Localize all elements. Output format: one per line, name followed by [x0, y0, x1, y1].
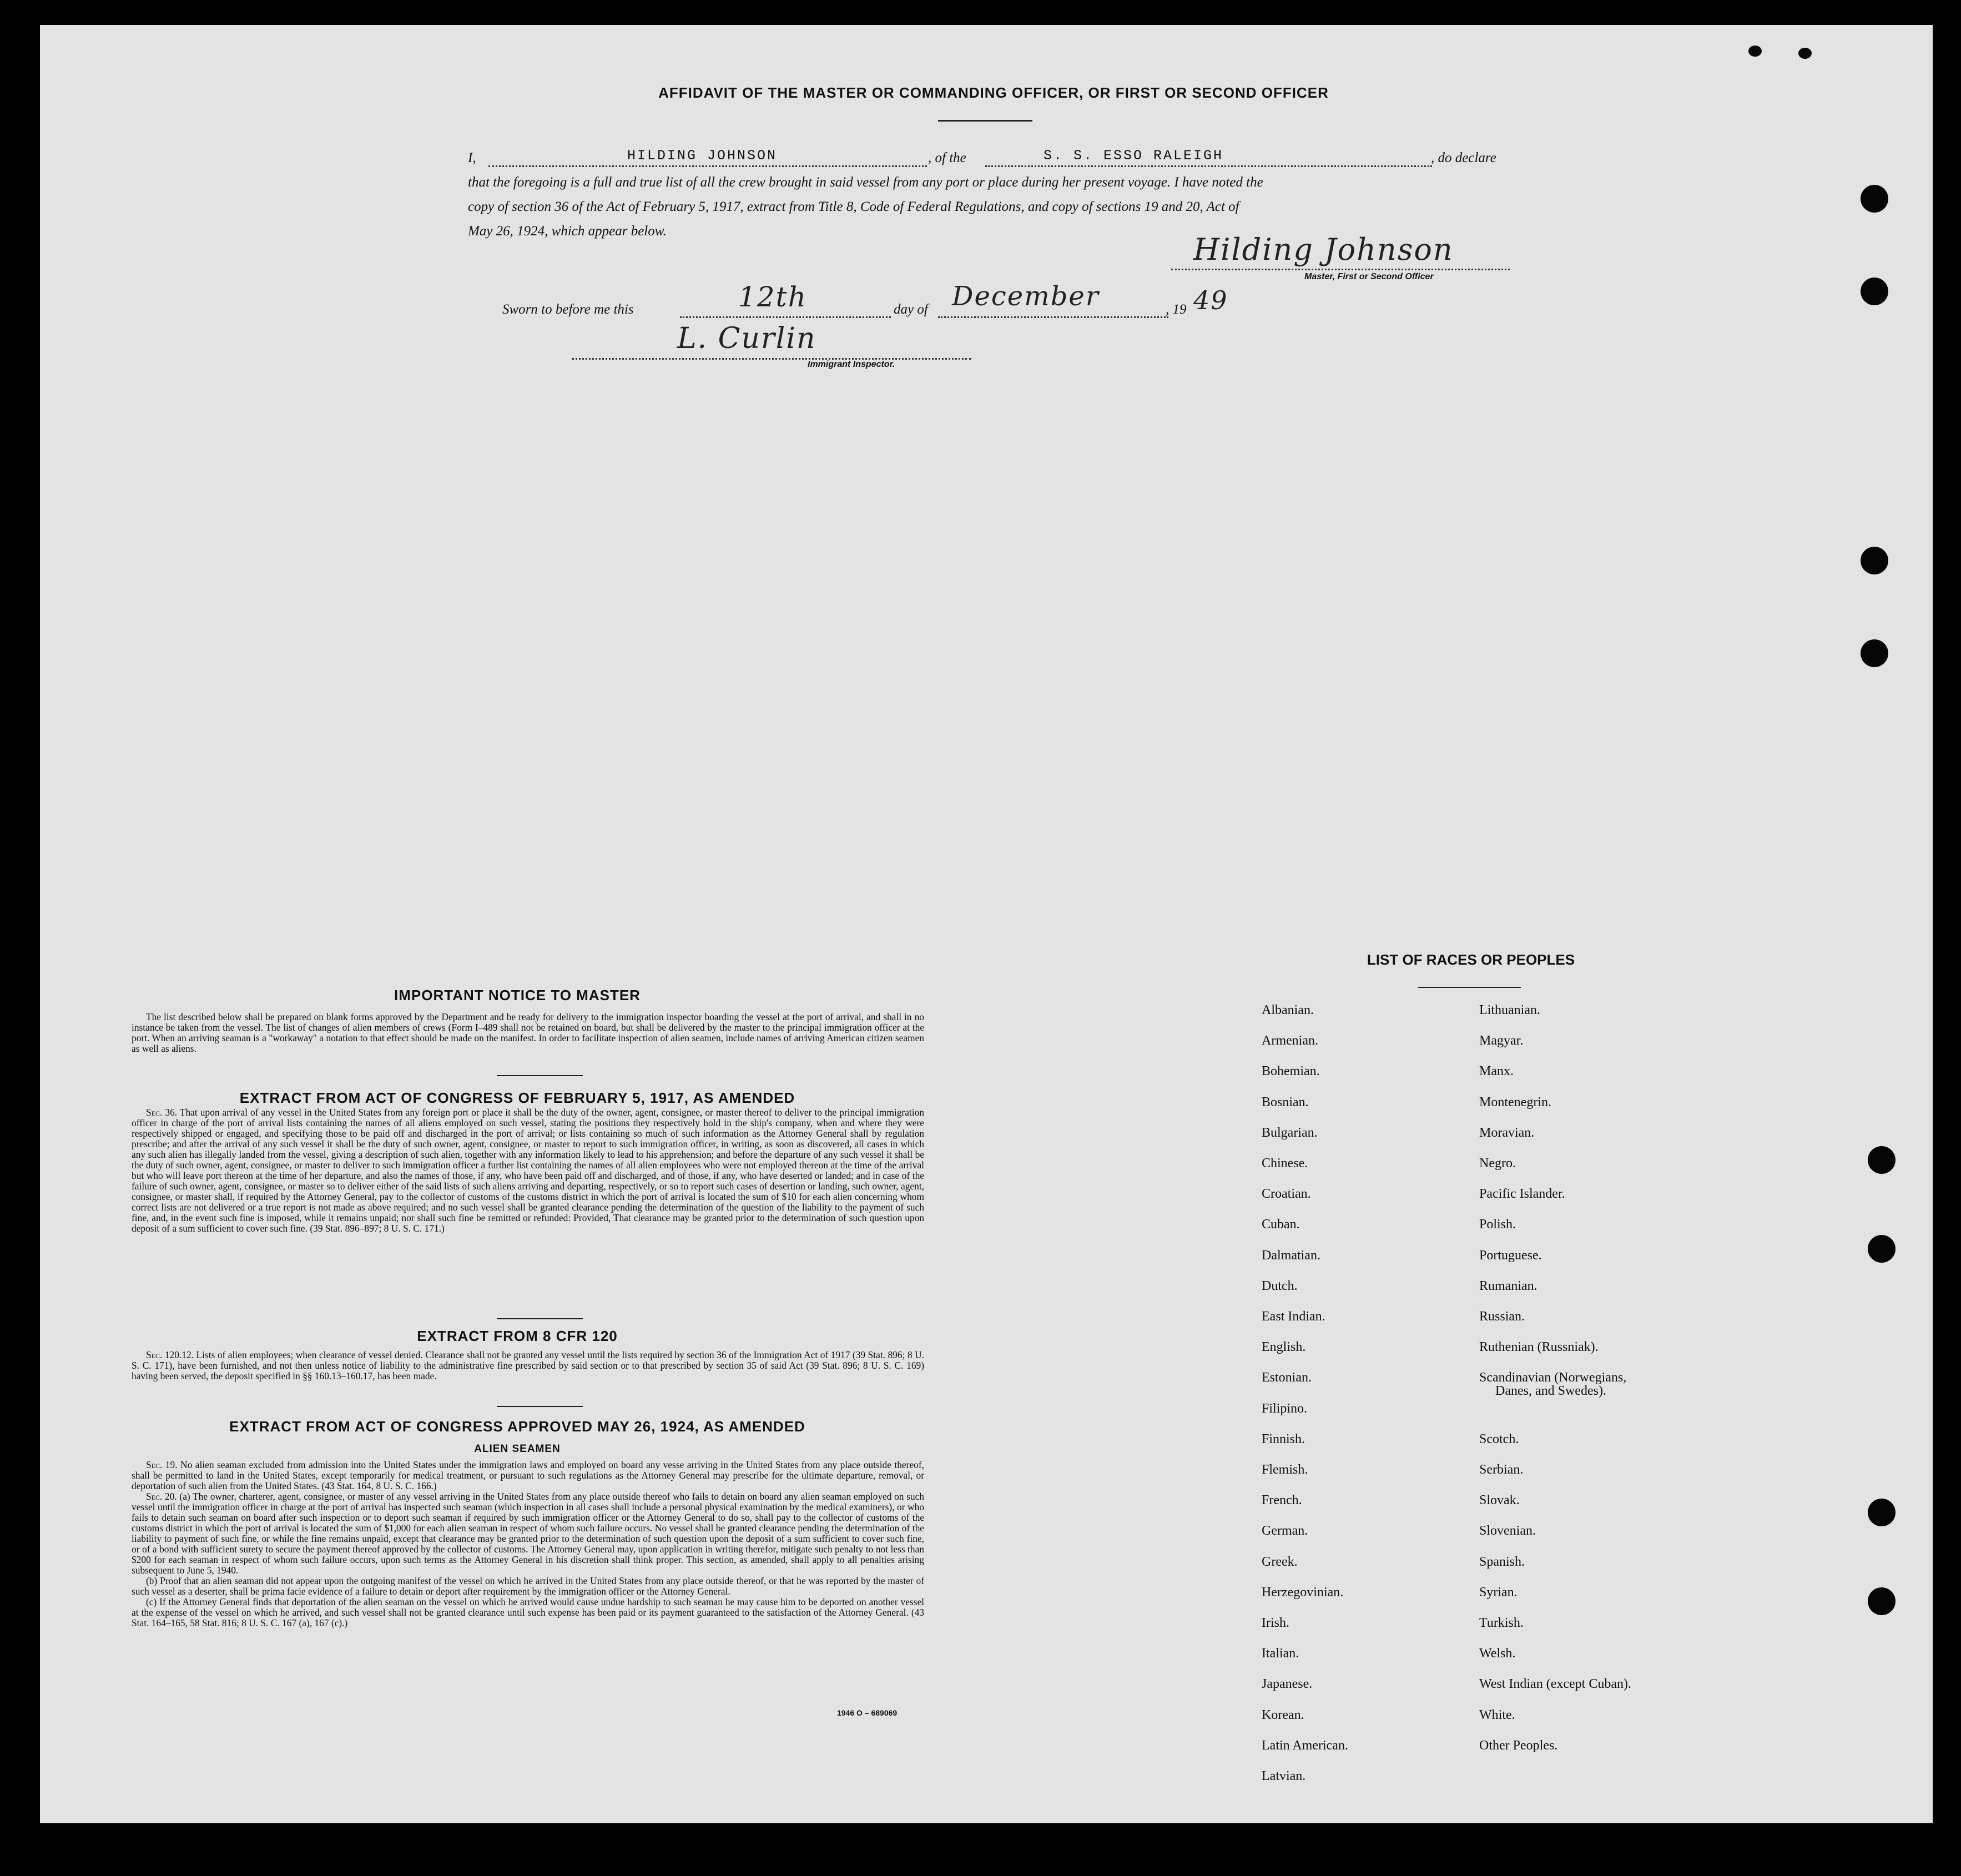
race-item: Scandinavian (Norwegians, — [1479, 1370, 1627, 1385]
title-rule — [938, 120, 1032, 122]
race-item: Irish. — [1262, 1616, 1289, 1630]
race-item: Ruthenian (Russniak). — [1479, 1340, 1599, 1355]
race-item: Slovak. — [1479, 1493, 1520, 1508]
race-item: Dalmatian. — [1262, 1248, 1320, 1263]
do-declare-label: , do declare — [1431, 150, 1496, 165]
race-item: Other Peoples. — [1479, 1738, 1558, 1753]
master-signature-caption: Master, First or Second Officer — [1304, 272, 1434, 281]
race-item: Latvian. — [1262, 1769, 1306, 1783]
sec-19-label: Sec. 19. — [146, 1459, 178, 1470]
punch-hole — [1861, 547, 1888, 574]
race-item: Manx. — [1479, 1064, 1514, 1079]
print-code: 1946 O – 689069 — [837, 1708, 898, 1717]
race-item: Croatian. — [1262, 1187, 1311, 1202]
race-item: Montenegrin. — [1479, 1095, 1551, 1110]
race-item: Turkish. — [1479, 1616, 1524, 1630]
extract-cfr-text — [132, 1350, 924, 1381]
race-item: Rumanian. — [1479, 1278, 1537, 1293]
sec-20a-text: (a) The owner, charterer, agent, consignee, or master of any vessel arriving in the United States from any place outside thereof who fails to detain on board any alien seaman employed on such vessel until the immigration officer in charge at the port of arrival has inspected such seaman (which inspection in all cases shall include a personal physical examination by the medical examiners), or who fails to detain such seaman on board after such inspection or to deport such seaman if required by such immigration officer or the Attorney General to do so, shall pay to the collector of customs of the customs district in which the port of arrival is located the sum of $1,000 for each alien seaman in respect of whom such failure occurs. No vessel shall be granted clearance pending the determination of the liability to payment of such fine, or while the fine remains unpaid, except that clearance may be granted prior to the determination of such question upon the deposit of a sum sufficient to cover such fine, or of a bond with sufficient surety to secure the payment thereof approved by the collector of customs. The Attorney General may, upon application in writing therefor, mitigate such penalty to not less than $200 for each seaman in respect of whom such failure occurs, upon such terms as the Attorney General in his discretion shall think proper. This section, as amended, shall apply to all penalties arising subsequent to June 5, 1940. — [132, 1491, 924, 1576]
notice-text — [132, 1012, 924, 1054]
race-item: West Indian (except Cuban). — [1479, 1677, 1631, 1692]
section-rule — [497, 1075, 583, 1076]
race-item: Syrian. — [1479, 1585, 1518, 1600]
notice-title: IMPORTANT NOTICE TO MASTER — [394, 987, 641, 1003]
inspector-caption: Immigrant Inspector. — [808, 360, 895, 369]
vessel-name: S. S. ESSO RALEIGH — [1043, 148, 1224, 164]
race-item: Magyar. — [1479, 1033, 1524, 1048]
race-item: Finnish. — [1262, 1431, 1305, 1446]
race-item: Slovenian. — [1479, 1524, 1536, 1539]
sworn-year: 49 — [1193, 285, 1228, 315]
race-item: Spanish. — [1479, 1554, 1525, 1569]
of-the-label: , of the — [928, 150, 966, 165]
race-item: Lithuanian. — [1479, 1003, 1540, 1017]
sec-120-12-label: Sec. 120.12. — [146, 1349, 194, 1360]
section-rule — [497, 1406, 583, 1407]
race-item: Italian. — [1262, 1646, 1299, 1661]
race-item: Moravian. — [1479, 1125, 1535, 1140]
punch-hole — [1868, 1499, 1896, 1526]
master-signature-line — [1171, 269, 1510, 270]
corner-mark — [1798, 48, 1812, 59]
declaration-line-4: May 26, 1924, which appear below. — [468, 224, 667, 239]
year-prefix: , 19 — [1166, 302, 1187, 317]
extract-1924-text — [132, 1460, 924, 1628]
race-item: Welsh. — [1479, 1646, 1516, 1661]
sec-120-12-text: Lists of alien employees; when clearance of vessel denied. Clearance shall not be granted any vessel until the lists required by section 36 of the Immigration Act of 1917 (39 Stat. 896; 8 U. S. C. 171), have been furnished, and not then unless notice of liability to the administrative fine prescribed by said section or to that prescribed by section 35 of said Act (39 Stat. 896; 8 U. S. C. 169) having been served, the deposit specified in §§ 160.13–160.17, has been made. — [132, 1349, 924, 1381]
declarant-name: HILDING JOHNSON — [627, 148, 778, 164]
race-item: Dutch. — [1262, 1278, 1298, 1293]
sworn-month: December — [952, 281, 1100, 312]
race-item: Filipino. — [1262, 1401, 1308, 1416]
race-item: French. — [1262, 1493, 1302, 1508]
sec-19-text: No alien seaman excluded from admission into the United States under the immigration laws and employed on board any vesse arriving in the United States from any place outside thereof, shall be permitted to land in the United States, except temporarily for medical treatment, or pursuant to such regulations as the Attorney General may prescribe for the ultimate departure, removal, or deportation of such alien from the United States. (43 Stat. 164, 8 U. S. C. 166.) — [132, 1459, 924, 1491]
race-item: Albanian. — [1262, 1003, 1314, 1017]
extract-1924-subtitle: ALIEN SEAMEN — [474, 1443, 561, 1455]
sec-20-label: Sec. 20. — [146, 1491, 177, 1502]
extract-cfr-title: EXTRACT FROM 8 CFR 120 — [417, 1328, 618, 1344]
notice-paragraph: The list described below shall be prepared on blank forms approved by the Department and be ready for delivery to the immigration inspector boarding the vessel at the port of arrival, and shall in no instance be taken from the vessel. The list of changes of alien members of crews (Form I–489 shall not be retained on board, but shall be delivered by the master to the principal immigration officer at the port. When an arriving seaman is a "workaway" a notation to that effect should be made on the manifest. In order to facilitate inspection of alien seamen, include names of arriving American citizen seamen as well as aliens. — [132, 1011, 924, 1054]
punch-hole — [1868, 1146, 1896, 1174]
sworn-prefix: Sworn to before me this — [502, 302, 634, 317]
name-fill-line — [488, 165, 927, 167]
declaration-line-2: that the foregoing is a full and true list of all the crew brought in said vessel from any port or place during her present voyage. I have noted the — [468, 175, 1263, 190]
declaration-line-3: copy of section 36 of the Act of February 5, 1917, extract from Title 8, Code of Federal Regulations, and copy of sections 19 and 20, Act of — [468, 199, 1239, 214]
section-rule — [497, 1318, 583, 1319]
race-item: Japanese. — [1262, 1677, 1313, 1692]
extract-1917-title: EXTRACT FROM ACT OF CONGRESS OF FEBRUARY 5, 1917, AS AMENDED — [239, 1090, 795, 1106]
corner-mark — [1748, 46, 1762, 57]
sec-36-text: That upon arrival of any vessel in the United States from any foreign port or place it shall be the duty of the owner, agent, consignee, or master thereof to deliver to the principal immigration officer in charge of the port of arrival lists containing the names of all aliens employed on such vessel, stating the positions they respectively hold in the ship's company, when and where they were respectively shipped or engaged, and specifying those to be paid off and discharged in the port of arrival; or lists containing so much of such information as the Attorney General shall by regulation prescribe; and after the arrival of any such vessel it shall be the duty of such owner, agent, consignee, or master to report to such immigration officer, in writing, as soon as discovered, all cases in which any such alien has illegally landed from the vessel, giving a description of such alien, together with any information likely to lead to his apprehension; and before the departure of any such vessel it shall be the duty of such owner, agent, consignee, or master to deliver to such immigration officer a further list containing the names of all alien employees who were not employed thereon at the time of the arrival but who will leave port thereon at the time of her departure, and also the names of those, if any, who have been paid off and discharged, and of those, if any, who have deserted or landed; and in case of the failure of such owner, agent, consignee, or master so to deliver either of the said lists of such aliens arriving and departing, respectively, or so to report such cases of desertion or landing, such owner, agent, consignee, or master shall, if required by the Attorney General, pay to the collector of customs of the customs district in which the port of arrival is located the sum of $10 for each alien concerning whom correct lists are not delivered or a true report is not made as above required; and no such vessel shall be granted clearance pending the determination of the question of the liability to the payment of such fine, and, in the event such fine is imposed, while it remains unpaid; nor shall such fine be remitted or refunded: Provided, That clearance may be granted prior to the determination of such question upon deposit of a sum sufficient to cover such fine. (39 Stat. 896–897; 8 U. S. C. 171.) — [132, 1107, 924, 1234]
sec-36-label: Sec. 36. — [146, 1107, 178, 1118]
sworn-month-line — [938, 316, 1168, 318]
race-item: Flemish. — [1262, 1463, 1308, 1477]
extract-1917-text — [132, 1107, 924, 1234]
race-item: White. — [1479, 1707, 1515, 1722]
sec-20c-text: (c) If the Attorney General finds that deportation of the alien seaman on the vessel on which he arrived would cause undue hardship to such seaman he may cause him to be deported on another vessel at the expense of the vessel on which he arrived, and such vessel shall not be granted clearance until such expense has been paid or its payment guaranteed to the satisfaction of the Attorney General. (43 Stat. 164–165, 58 Stat. 816; 8 U. S. C. 167 (a), 167 (c).) — [132, 1596, 924, 1628]
race-item: English. — [1262, 1340, 1306, 1355]
sworn-day-line — [680, 316, 891, 318]
vessel-fill-line — [985, 165, 1432, 167]
punch-hole — [1861, 278, 1888, 305]
race-item: Serbian. — [1479, 1463, 1524, 1477]
race-item: Danes, and Swedes). — [1495, 1384, 1606, 1399]
race-item: Negro. — [1479, 1156, 1516, 1171]
punch-hole — [1868, 1587, 1896, 1615]
race-item: East Indian. — [1262, 1309, 1325, 1324]
race-item: Armenian. — [1262, 1033, 1318, 1048]
race-item: Latin American. — [1262, 1738, 1348, 1753]
punch-hole — [1861, 185, 1888, 213]
declarant-prefix: I, — [468, 150, 476, 165]
inspector-signature: L. Curlin — [677, 322, 816, 355]
races-title: LIST OF RACES OR PEOPLES — [1367, 951, 1575, 968]
race-item: Portuguese. — [1479, 1248, 1542, 1263]
day-of-label: day of — [894, 302, 928, 317]
affidavit-title: AFFIDAVIT OF THE MASTER OR COMMANDING OFFICER, OR FIRST OR SECOND OFFICER — [658, 84, 1329, 101]
race-item: Chinese. — [1262, 1156, 1308, 1171]
extract-1924-title: EXTRACT FROM ACT OF CONGRESS APPROVED MAY 26, 1924, AS AMENDED — [229, 1418, 805, 1435]
races-title-rule — [1418, 987, 1521, 988]
race-item: Korean. — [1262, 1707, 1304, 1722]
punch-hole — [1868, 1235, 1896, 1263]
race-item: Estonian. — [1262, 1370, 1312, 1385]
race-item: Polish. — [1479, 1217, 1516, 1232]
race-item: Herzegovinian. — [1262, 1585, 1344, 1600]
race-item: Pacific Islander. — [1479, 1187, 1565, 1202]
punch-hole — [1861, 639, 1888, 667]
race-item: German. — [1262, 1524, 1308, 1539]
race-item: Russian. — [1479, 1309, 1525, 1324]
race-item: Bulgarian. — [1262, 1125, 1318, 1140]
sworn-day: 12th — [738, 281, 807, 313]
master-signature: Hilding Johnson — [1193, 232, 1454, 267]
race-item: Scotch. — [1479, 1431, 1519, 1446]
race-item: Greek. — [1262, 1554, 1298, 1569]
inspector-signature-line — [572, 358, 971, 360]
sec-20b-text: (b) Proof that an alien seaman did not appear upon the outgoing manifest of the vessel on which he arrived in the United States from any place outside thereof, or that he was reported by the master of such vessel as a deserter, shall be prima facie evidence of a failure to detain or deport after requirement by the immigration officer or the Attorney General. — [132, 1575, 924, 1597]
race-item: Cuban. — [1262, 1217, 1300, 1232]
race-item: Bohemian. — [1262, 1064, 1320, 1079]
race-item: Bosnian. — [1262, 1095, 1309, 1110]
